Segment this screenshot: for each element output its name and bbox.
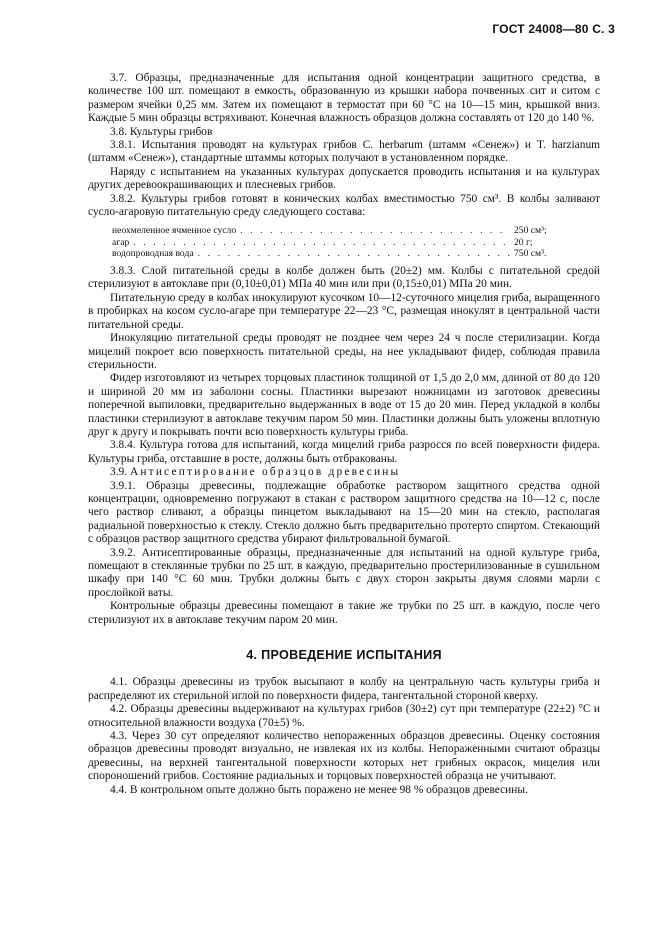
paragraph-3-8-3: 3.8.3. Слой питательной среды в колбе должен быть (20±2) мм. Колбы с питательной средой стерилизуют в автоклаве при (0,10±0,01) МПа 40 мин или при (0,15±0,01) МПа 20 мин. <box>88 265 600 291</box>
paragraph-3-8-1: 3.8.1. Испытания проводят на культурах грибов С. herbarum (штамм «Сенеж») и T. harzianum (штамм «Сенеж»), стандартные штаммы которых получают в установленном порядке. <box>88 139 600 165</box>
section-title-spaced: Антисептирование образцов древесины <box>129 466 401 479</box>
paragraph-3-9-2b: Контрольные образцы древесины помещают в такие же трубки по 25 шт. в каждую, после чего стерилизуют их в автоклаве текучим паром 20 мин. <box>88 600 600 626</box>
leader-dots <box>198 248 510 259</box>
paragraph-4-1: 4.1. Образцы древесины из трубок высыпают в колбу на центральную часть культуры гриба и распределяют их стерильной иглой по поверхности фидера, тангентальной стороной кверху. <box>88 676 600 702</box>
page-content <box>88 72 600 797</box>
paragraph-4-4: 4.4. В контрольном опыте должно быть поражено не менее 98 % образцов древесины. <box>110 783 528 796</box>
medium-composition-list <box>112 225 554 259</box>
paragraph-3-8-3d: Фидер изготовляют из четырех торцовых пластинок толщиной от 1,5 до 2,0 мм, длиной от 80 до 120 и шириной 20 мм из заболони сосны. Пластинки вырезают ножницами из заготовок древесины поперечной выпиловки, предварительно выдержанных в воде от 15 до 20 мин. Перед укладкой в колбы пластинки стерилизуют в автоклаве текучим паром 50 мин. Пластинки должны быть уложены вплотную друг к другу и покрывать почти всю поверхность культуры гриба. <box>88 372 600 438</box>
paragraph-3-8-1b: Наряду с испытанием на указанных культурах допускается проводить испытания и на культурах других деревоокрашивающих и плесневых грибов. <box>88 165 600 192</box>
paragraph-3-8-2: 3.8.2. Культуры грибов готовят в конических колбах вместимостью 750 см³. В колбы заливают сусло-агаровую питательную среду следующего состава: <box>88 192 600 219</box>
paragraph-4-2: 4.2. Образцы древесины выдерживают на культурах грибов (30±2) сут при температуре (22±2) °С и относительной влажности воздуха (70±5) %. <box>88 703 600 729</box>
recipe-row <box>112 225 554 236</box>
recipe-item-name: водопроводная вода <box>112 247 194 259</box>
paragraph-3-9-title <box>88 466 600 479</box>
recipe-row <box>112 237 554 248</box>
paragraph-3-8-4: 3.8.4. Культура готова для испытаний, когда мицелий гриба разросся по всей поверхности фидера. Культуры гриба, отставшие в росте, должны быть отбракованы. <box>88 439 600 465</box>
paragraph-3-9-2: 3.9.2. Антисептированные образцы, предназначенные для испытаний на одной культуре гриба, помещают в стеклянные трубки по 25 шт. в каждую, предварительно простерилизованные в сушильном шкафу при 140 °С 60 мин. Трубки должны быть с двух сторон закрыты двумя слоями марли с прослойкой ваты. <box>88 546 600 599</box>
paragraph-4-3: 4.3. Через 30 сут определяют количество непораженных образцов древесины. Оценку состояния образцов древесины проводят визуально, не извлекая их из колбы. Непораженными считают образцы древесины, на верхней тангентальной поверхности которых нет грибных окрасок, мицелия или спороношений грибов. Состояние радиальных и торцовых поверхностей образца не учитывают. <box>88 730 600 783</box>
recipe-row <box>112 248 554 259</box>
paragraph-3-9-1: 3.9.1. Образцы древесины, подлежащие обработке раствором защитного средства одной концентрации, одновременно погружают в стакан с раствором защитного средства на 10—12 с, после чего раствор сливают, а образцы пинцетом выкладывают на 15—20 мин на стекло, располагая радиальной поверхностью к стеклу. Стекло должно быть предварительно протерто спиртом. Стекающий с образцов раствор защитного средства убирают фильтровальной бумагой. <box>88 479 600 546</box>
paragraph-3-8-3b: Питательную среду в колбах инокулируют кусочком 10—12-суточного мицелия гриба, выращенного в пробирках на косом сусло-агаре при температуре 22—23 °С, размещая инокулят в центральной части питательной среды. <box>88 291 600 331</box>
leader-dots <box>240 225 510 236</box>
paragraph-3-8-title: 3.8. Культуры грибов <box>110 125 213 138</box>
recipe-item-value: 750 см³. <box>514 247 547 259</box>
paragraph-3-7: 3.7. Образцы, предназначенные для испытания одной концентрации защитного средства, в количестве 100 шт. помещают в емкость, образованную из крышки набора почвенных сит и ситом с размером ячейки 0,25 мм. Затем их помещают в термостат при 60 °С на 10—15 мин, крышкой вниз. Каждые 5 мин образцы встряхивают. Конечная влажность образцов должна составлять от 120 до 140 %. <box>88 72 600 125</box>
recipe-item-value: 20 г; <box>514 236 533 248</box>
paragraph-3-8-3c: Инокуляцию питательной среды проводят не позднее чем через 24 ч после стерилизации. Когда мицелий покроет всю поверхность питательной среды, на нее укладывают фидер, соблюдая правила стерильности. <box>88 332 600 371</box>
recipe-item-name: агар <box>112 236 130 248</box>
section-4-heading: 4. ПРОВЕДЕНИЕ ИСПЫТАНИЯ <box>246 648 442 663</box>
recipe-item-name: неохмеленное ячменное сусло <box>112 225 237 237</box>
running-head: ГОСТ 24008—80 С. 3 <box>492 22 615 36</box>
section-number: 3.9. <box>110 466 128 479</box>
leader-dots <box>133 237 510 248</box>
recipe-item-value: 250 см³; <box>514 225 547 237</box>
